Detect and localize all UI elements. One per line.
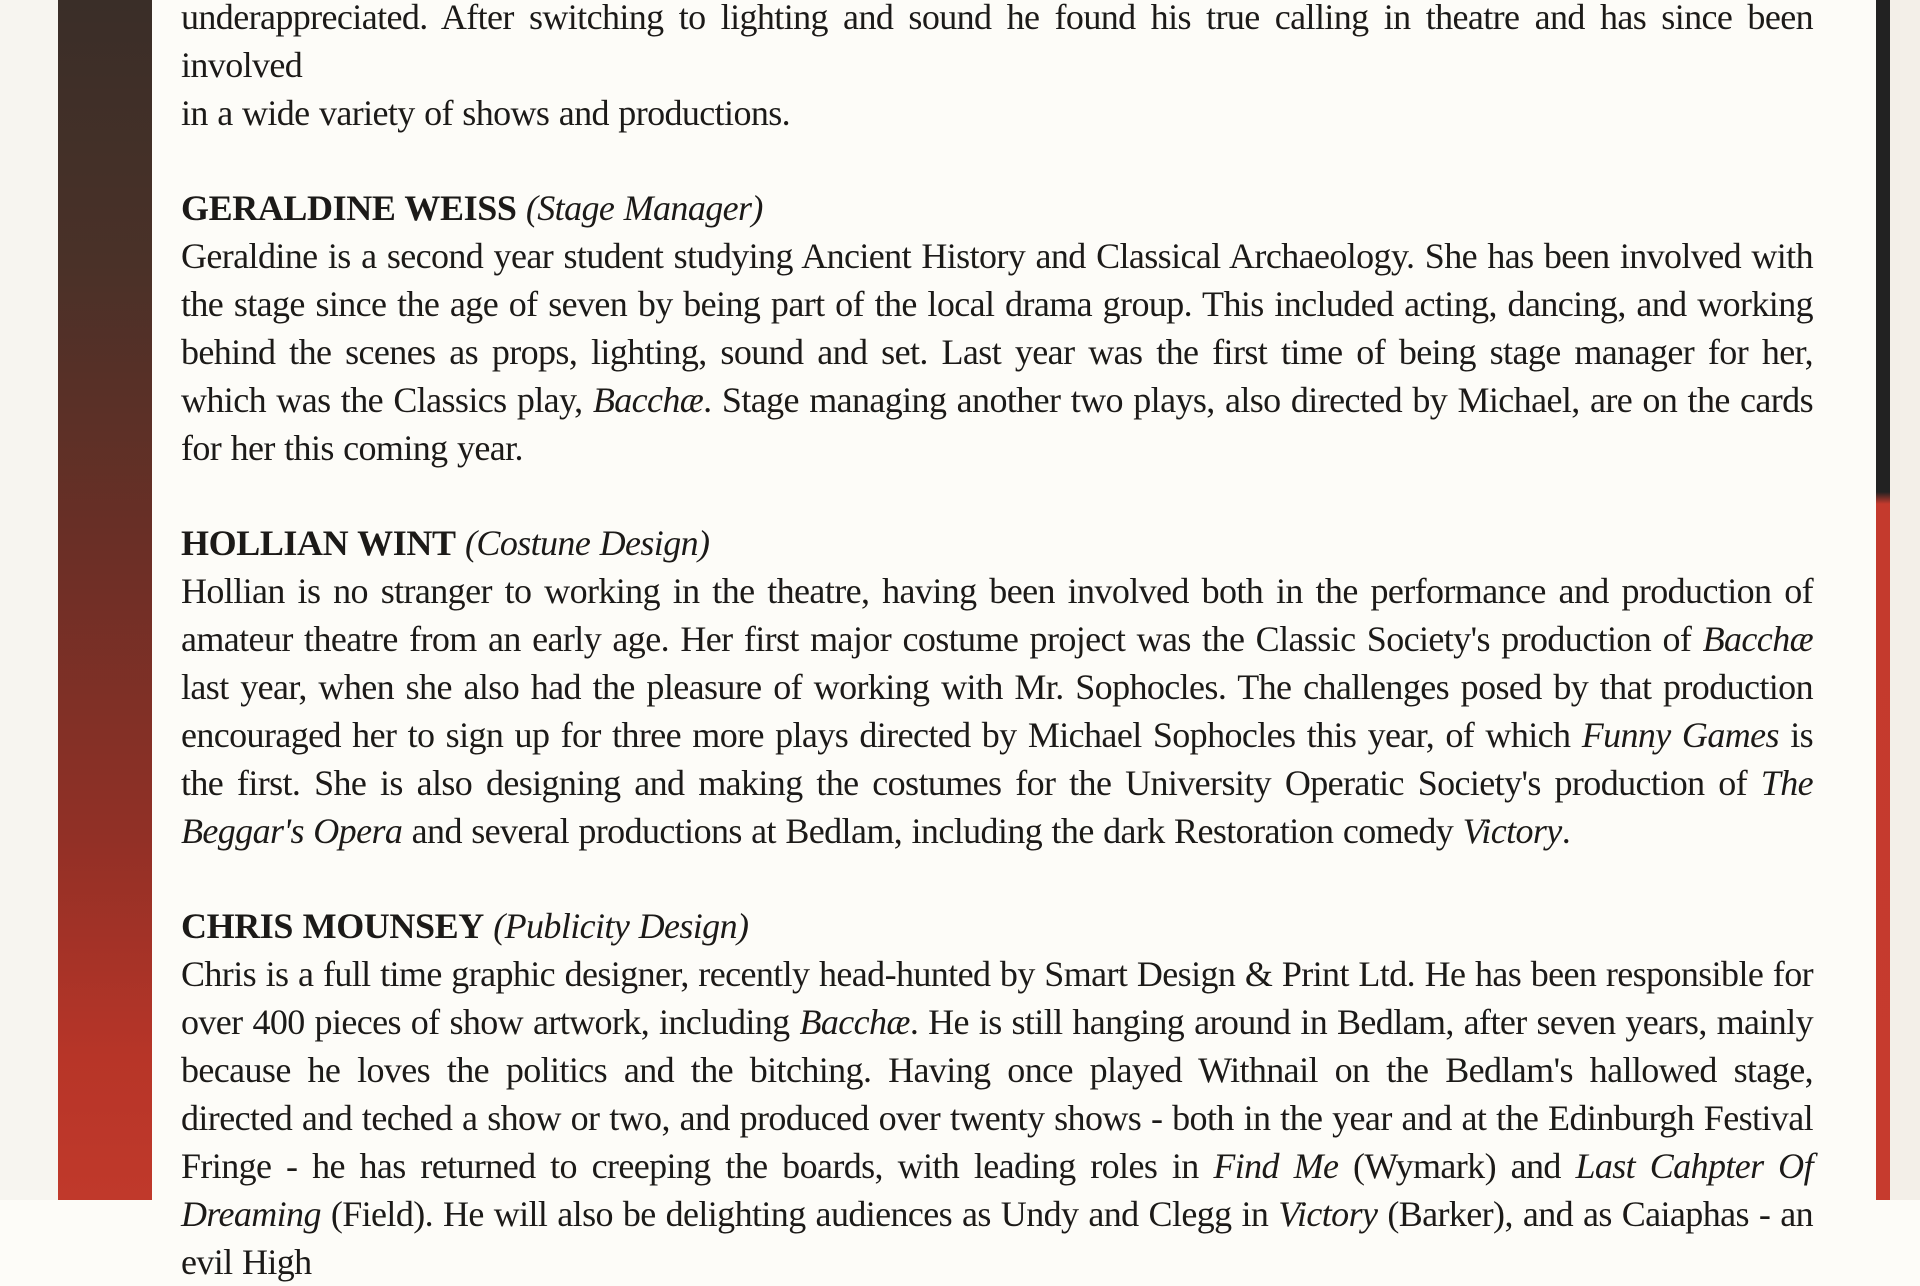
bio-text-part: Hollian is no stranger to working in the theatre, having been involved both in the performance and production of amateur theatre from an early age. Her first major costume project was the Classic Society's production of [181,571,1813,659]
bio-role: (Costune Design) [465,523,710,563]
bio-text-part: is the first. She is also designing and making the costumes for the University Operatic Society's production of [181,715,1814,803]
bio-text-part: (Wymark) and [1338,1146,1576,1186]
bio-heading [181,902,1813,950]
bio-text-part: (Barker), and as Caiaphas - an evil High [181,1194,1813,1282]
bio-hollian-wint [181,519,1813,855]
bio-text [181,232,1813,472]
bio-text-part: last year, when she also had the pleasure of working with Mr. Sophocles. The challenges posed by that production encouraged her to sign up for three more plays directed by Michael Sophocles this year, of which [181,667,1813,755]
bio-title-italic: Bacchæ [1702,619,1813,659]
bio-text-part: . Stage managing another two plays, also directed by Michael, are on the cards for her this coming year. [181,380,1813,468]
left-gradient-band [58,0,152,1200]
bio-title-italic: Bacchæ [592,380,704,420]
bio-text-part: . [1561,811,1571,851]
bio-text-part: Geraldine is a second year student studying Ancient History and Classical Archaeology. She has been involved with the stage since the age of seven by being part of the local drama group. This included acting, dancing, and working behind the scenes as props, lighting, sound and set. Last year was the first time of being stage manager for her, which was the Classics play, [181,236,1813,420]
bio-text [181,950,1813,1286]
bio-geraldine-weiss [181,184,1813,472]
bio-title-italic: Funny Games [1581,715,1779,755]
bio-name: GERALDINE WEISS [181,188,517,228]
right-color-band [1876,0,1890,1200]
bio-title-italic: The Beggar's Opera [181,763,1813,851]
bio-text-part: Chris is a full time graphic designer, recently head-hunted by Smart Design & Print Ltd. He has been responsible for over 400 pieces of show artwork, including [181,954,1813,1042]
bio-title-italic: Victory [1278,1194,1378,1234]
programme-page [181,0,1814,1282]
bio-role: (Publicity Design) [493,906,749,946]
bio-name: CHRIS MOUNSEY [181,906,484,946]
bio-title-italic: Bacchæ [799,1002,910,1042]
bio-text-part: (Field). He will also be delighting audiences as Undy and Clegg in [320,1194,1279,1234]
bio-text-part: . He is still hanging around in Bedlam, after seven years, mainly because he loves the politics and the bitching. Having once played Withnail on the Bedlam's hallowed stage, directed and teched a show or two, and produced over twenty shows - both in the year and at the Edinburgh Festival Fringe - he has returned to creeping the boards, with leading roles in [181,1002,1813,1186]
bio-title-italic: Find Me [1213,1146,1339,1186]
bio-role: (Stage Manager) [525,188,763,228]
intro-line-2: in a wide variety of shows and productions. [181,93,791,133]
bio-name: HOLLIAN WINT [181,523,456,563]
bio-text [181,567,1813,855]
bio-heading [181,519,1813,567]
bio-heading [181,184,1813,232]
bio-title-italic: Last Cahpter Of Dreaming [181,1146,1813,1234]
right-page-margin [1890,0,1920,1200]
intro-line-1: underappreciated. After switching to lighting and sound he found his true calling in theatre and has since been involved [181,0,1813,85]
intro-paragraph [181,0,1813,137]
left-page-margin [0,0,58,1200]
bio-title-italic: Victory [1462,811,1562,851]
bio-text-part: and several productions at Bedlam, including the dark Restoration comedy [402,811,1463,851]
bio-chris-mounsey [181,902,1813,1286]
